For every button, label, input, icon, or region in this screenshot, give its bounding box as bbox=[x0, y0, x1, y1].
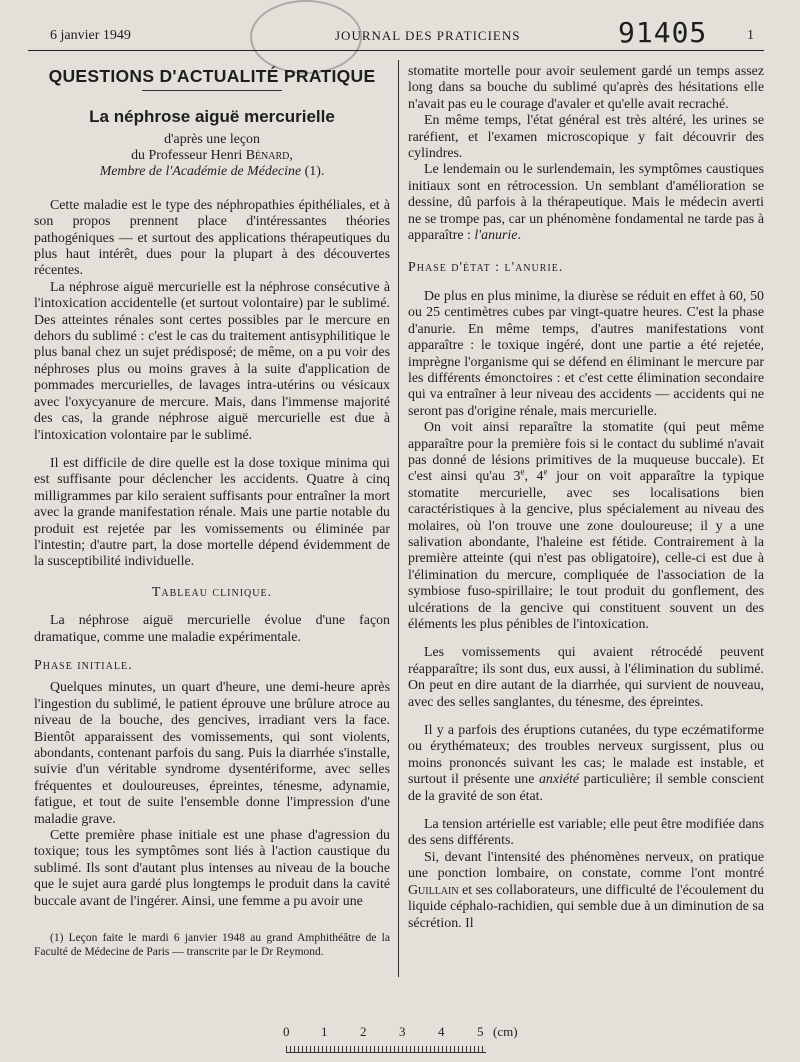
paragraph: Quelques minutes, un quart d'heure, une demi-heure après l'ingestion du sublimé, le patient éprouve une brûlure atroce au niveau de la bouche, des gencives, irradiant vers la face. Bientôt apparaissent des vomissements, qui sont violents, abondants, contenant parfois du sang. Puis la diarrhée s'installe, suivie d'un véritable syndrome dysentériforme, avec selles fréquentes et douloureuses, épreintes, ténesme, adynamie, fatigue, et tout de suite l'ensemble donne l'impression d'une maladie grave. bbox=[34, 680, 390, 827]
subheading-phase-etat: Phase d'état : l'anurie. bbox=[408, 260, 564, 276]
paragraph: Les vomissements qui avaient rétrocédé peuvent réapparaître; ils sont dus, eux aussi, à l'élimination du sublimé. On peut en dire autant de la diarrhée, qui survient de nouveau, avec des selles sanglantes, du ténesme, des épreintes. bbox=[408, 645, 764, 710]
paragraph: stomatite mortelle pour avoir seulement gardé un temps assez long dans sa bouche du sublimé qu'après des hésitations elle n'avait pas eu le courage d'avaler et qu'elle avait recraché. bbox=[408, 64, 764, 112]
ruler-labels bbox=[283, 1024, 519, 1040]
text-run: particulière; il semble conscient de la gravité de son état. bbox=[408, 772, 764, 804]
byline-line-2 bbox=[34, 148, 390, 164]
column-divider bbox=[398, 60, 399, 977]
ruler-unit: (cm) bbox=[493, 1024, 518, 1039]
stamp-number: 91405 bbox=[618, 16, 708, 49]
text-run: , 4 bbox=[524, 469, 544, 485]
byline-affiliation: Membre de l'Académie de Médecine bbox=[99, 163, 302, 179]
byline bbox=[34, 132, 390, 180]
byline-line-3 bbox=[34, 164, 390, 180]
emphasis: anxiété bbox=[538, 772, 580, 788]
footnote: (1) Leçon faite le mardi 6 janvier 1948 au grand Amphithéâtre de la Faculté de Médecine de Paris — transcrite par le Dr Reymond. bbox=[34, 932, 390, 958]
ruler-tick-label: 3 bbox=[399, 1024, 406, 1039]
text-run: . bbox=[517, 228, 521, 244]
text-run: Si, devant l'intensité des phénomènes nerveux, on pratique une ponction lombaire, on constate, comme l'ont montré bbox=[408, 849, 764, 882]
byline-line-1: d'après une leçon bbox=[164, 131, 260, 147]
text-run: On voit ainsi reparaître la stomatite (qui peut même apparaître pour la première fois si le contact du sublimé n'avait pas donné de lésions primitives de la muqueuse buccale). Et c'est ainsi qu'au 3 bbox=[408, 420, 764, 485]
ruler-bar bbox=[286, 1044, 486, 1053]
title-rule bbox=[142, 90, 282, 91]
paragraph bbox=[408, 850, 764, 932]
paragraph: Cette maladie est le type des néphropathies épithéliales, et à son propos prennent place d'intéressantes théories pathogéniques — et surtout des applications thérapeutiques du plus haut intérêt, dues pour la plupart à des découvertes récentes. bbox=[34, 197, 390, 279]
subheading-phase-initiale: Phase initiale. bbox=[34, 657, 133, 673]
paragraph: La tension artérielle est variable; elle peut être modifiée dans des sens différents. bbox=[408, 817, 764, 849]
paragraph bbox=[408, 420, 764, 633]
paragraph: En même temps, l'état général est très altéré, les urines se raréfient, et l'examen microscopique y fait découvrir des cylindres. bbox=[408, 113, 764, 162]
paragraph: Cette première phase initiale est une phase d'agression du toxique; tous les symptômes sont liés à l'action caustique du sublimé. Ils sont d'autant plus intenses au niveau de la bouche que le sujet aura gardé plus longtemps le produit dans la cavité buccale avant de l'ingérer. Ainsi, une femme a pu avoir une bbox=[34, 828, 390, 909]
text-run: Il y a parfois des éruptions cutanées, du type eczématiforme ou érythémateux; des troubles nerveux surgissent, plus ou moins prononcés suivant les cas; le malade est instable, et surtout il présente une bbox=[408, 723, 764, 788]
paragraph: La néphrose aiguë mercurielle est la néphrose consécutive à l'intoxication accidentelle (et surtout volontaire) par le sublimé. Des atteintes rénales sont certes possibles par le mercure en dehors du sublimé : c'est le cas du traitement antisyphilitique le plus banal chez un sujet prédisposé; de même, on a pu voir des néphroses plus ou moins graves à la suite d'application de pommades mercurielles, de lavages intra-utérins ou vésicaux avec l'oxycyanure de mercure. Mais, dans l'immense majorité des cas, la grande néphrose aiguë mercurielle est due à l'intoxication volontaire par le sublimé. bbox=[34, 279, 390, 443]
byline-author-prefix: du Professeur Henri bbox=[131, 147, 246, 163]
page-number: 1 bbox=[747, 28, 754, 43]
text-run: jour on voit apparaître la typique stomatite mercurielle, avec ses localisations bien caractéristiques à la gencive, plus spécialement au niveau des molaires, où l'on trouve une zone douloureuse; il y a une salivation abondante, l'haleine est fétide. Contrairement à la première atteinte (qui n'est pas obligatoire), celle-ci est due à l'élimination du mercure, compliquée de l'association de la symbiose fuso-spirillaire; le tout produit du gonflement, des ulcérations de la gencive qui constituent souvent un des éléments les plus pénibles de l'intoxication. bbox=[408, 469, 765, 632]
byline-author-comma: , bbox=[289, 147, 293, 163]
text-run: Le lendemain ou le surlendemain, les symptômes caustiques initiaux sont en rétrocession. Un semblant d'amélioration se dessine, dû parfois à la thérapeutique. Mais le médecin averti ne se trompe pas, car un phénomène fondamental ne tarde pas à apparaître : bbox=[408, 162, 764, 244]
ruler-tick-label: 5 bbox=[477, 1024, 484, 1039]
left-column bbox=[34, 64, 390, 959]
paragraph bbox=[408, 162, 764, 244]
ruler-tick-label: 1 bbox=[321, 1024, 328, 1039]
author-name: Guillain bbox=[408, 882, 459, 898]
byline-author-name: Bénard bbox=[245, 147, 290, 163]
ruler-tick-label: 2 bbox=[360, 1024, 367, 1039]
ruler-tick-label: 0 bbox=[283, 1024, 290, 1039]
article-title: La néphrose aiguë mercurielle bbox=[89, 107, 335, 127]
superscript: e bbox=[520, 466, 525, 477]
header-rule bbox=[28, 50, 764, 51]
footnote-ref: (1). bbox=[301, 163, 325, 179]
journal-title: JOURNAL DES PRATICIENS bbox=[335, 28, 521, 43]
superscript: e bbox=[543, 466, 548, 477]
paragraph bbox=[408, 723, 764, 805]
subheading-tableau: Tableau clinique. bbox=[151, 584, 273, 600]
ruler-tick-label: 4 bbox=[438, 1024, 445, 1039]
text-run: et ses collaborateurs, une difficulté de l'écoulement du liquide céphalo-rachidien, qui semble due à un diminution de sa sécrétion. Il bbox=[408, 882, 764, 931]
paragraph: La néphrose aiguë mercurielle évolue d'une façon dramatique, comme une maladie expérimentale. bbox=[34, 613, 390, 645]
emphasis: l'anurie bbox=[474, 228, 518, 244]
header-date: 6 janvier 1949 bbox=[50, 28, 131, 43]
page-header bbox=[50, 16, 764, 49]
section-title: QUESTIONS D'ACTUALITÉ PRATIQUE bbox=[48, 66, 376, 86]
paragraph: Il est difficile de dire quelle est la dose toxique minima qui est suffisante pour déclencher les accidents. Quatre à cinq milligrammes par kilo seraient suffisants pour entraîner la mort avec la grande manifestation rénale. Mais une partie notable du produit est rejetée par les vomissements ou éliminée par l'intestin; d'autre part, la dose mortelle dépend évidemment de la susceptibilité individuelle. bbox=[34, 455, 390, 570]
right-column bbox=[408, 64, 764, 932]
paragraph: De plus en plus minime, la diurèse se réduit en effet à 60, 50 ou 25 centimètres cubes par vingt-quatre heures. C'est la phase d'anurie. En même temps, d'autres manifestations vont apparaître : le toxique ingéré, dont une partie a été rejetée, imprègne l'organisme qui se défend en éliminant le mercure par les différents émonctoires : et c'est cette élimination secondaire qui va entraîner à leur niveau des accidents — accidents qui ne seront pas d'origine rénale, mais mercurielle. bbox=[408, 288, 764, 419]
